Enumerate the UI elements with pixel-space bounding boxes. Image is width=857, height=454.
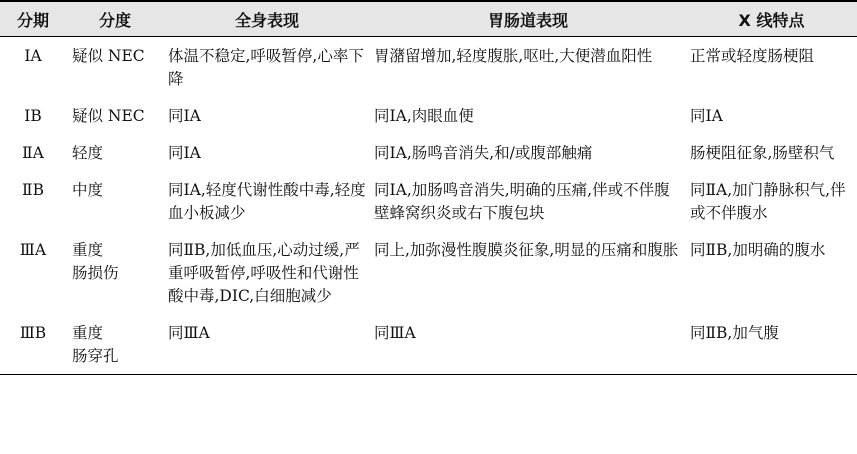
- header-systemic: 全身表现: [164, 1, 370, 37]
- table-row: [0, 134, 857, 171]
- cell-systemic: 同ⅢA: [164, 314, 370, 375]
- cell-gi: 同ⅠA,肉眼血便: [374, 107, 474, 125]
- cell-gi: 同上,加弥漫性腹膜炎征象,明显的压痛和腹胀: [374, 241, 679, 259]
- cell-stage: ⅡA: [22, 144, 44, 162]
- cell-stage: ⅠB: [24, 107, 42, 125]
- cell-gi: 同ⅠA,肠鸣音消失,和/或腹部触痛: [374, 144, 593, 162]
- cell-systemic: 体温不稳定,呼吸暂停,心率下降: [168, 47, 364, 88]
- cell-xray: 同ⅡB,加气腹: [686, 314, 857, 375]
- cell-stage: ⅢB: [0, 314, 66, 375]
- cell-grade: 中度: [72, 181, 104, 199]
- cell-gi: 同ⅠA,加肠鸣音消失,明确的压痛,伴或不伴腹壁蜂窝织炎或右下腹包块: [374, 181, 670, 222]
- cell-gi: 胃潴留增加,轻度腹胀,呕吐,大便潜血阳性: [374, 47, 653, 65]
- cell-systemic: 同ⅡB,加低血压,心动过缓,严重呼吸暂停,呼吸性和代谢性酸中毒,DIC,白细胞减少: [168, 241, 360, 305]
- cell-grade: 重度 肠损伤: [72, 241, 119, 282]
- table-row: [0, 171, 857, 231]
- table-row: [0, 314, 857, 375]
- cell-xray: 同ⅡA,加门静脉积气,伴或不伴腹水: [690, 181, 846, 222]
- cell-grade: 轻度: [72, 144, 104, 162]
- cell-xray: 肠梗阻征象,肠壁积气: [690, 144, 835, 162]
- header-xray: X 线特点: [686, 1, 857, 37]
- table-row: [0, 97, 857, 134]
- header-grade: 分度: [66, 1, 164, 37]
- cell-stage: ⅠA: [24, 47, 42, 65]
- cell-xray: 正常或轻度肠梗阻: [690, 47, 815, 65]
- cell-grade: 疑似 NEC: [72, 107, 145, 125]
- cell-systemic: 同ⅠA: [168, 144, 201, 162]
- table-row: [0, 231, 857, 314]
- cell-grade: 疑似 NEC: [72, 47, 145, 65]
- cell-stage: ⅢA: [19, 241, 47, 259]
- header-row: [0, 1, 857, 37]
- table-row: [0, 37, 857, 98]
- cell-systemic: 同ⅠA: [168, 107, 201, 125]
- cell-xray: 同ⅡB,加明确的腹水: [690, 241, 826, 259]
- header-gi: 胃肠道表现: [370, 1, 686, 37]
- cell-gi: 同ⅢA: [370, 314, 686, 375]
- cell-stage: ⅡB: [22, 181, 44, 199]
- cell-grade: 重度 肠穿孔: [66, 314, 164, 375]
- cell-systemic: 同ⅠA,轻度代谢性酸中毒,轻度血小板减少: [168, 181, 366, 222]
- header-stage: 分期: [0, 1, 66, 37]
- cell-xray: 同ⅠA: [690, 107, 723, 125]
